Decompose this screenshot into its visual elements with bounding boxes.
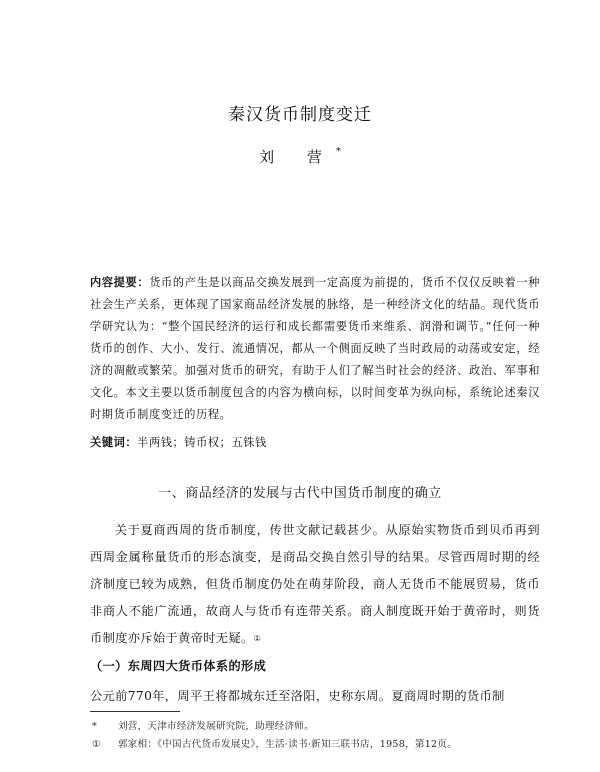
- author-name: [0, 146, 600, 167]
- section-heading: 一、商品经济的发展与古代中国货币制度的确立: [158, 486, 442, 501]
- author-footnote-mark: *: [335, 146, 341, 157]
- footnote-mark: *: [92, 721, 98, 732]
- footnote-mark: ①: [92, 739, 101, 750]
- subsection-heading: （一）东周四大货币体系的形成: [90, 659, 267, 673]
- page-title: 秦汉货币制度变迁: [228, 105, 372, 125]
- keywords-text: 半两钱；铸币权；五铢钱: [137, 436, 267, 449]
- footnote: [92, 736, 542, 750]
- footnote: [92, 718, 542, 732]
- abstract: [90, 272, 540, 426]
- body-paragraph: [90, 517, 540, 652]
- footnote-divider: [90, 711, 180, 712]
- body-paragraph-2: 公元前770年，周平王将都城东迁至洛阳，史称东周。夏商周时期的货币制: [90, 689, 505, 703]
- body-paragraph-text: 关于夏商西周的货币制度，传世文献记载甚少。从原始实物货币到贝币再到西周金属称量货币的形态演变，是商品交换自然引导的结果。尽管西周时期的经济制度已较为成熟，但货币制度仍处在萌芽阶段，商人无货币不能展贸易，货币非商人不能广流通，故商人与货币有连带关系。商人制度既开始于黄帝时，则货币制度亦斥始于黄帝时无疑。: [90, 523, 540, 645]
- footnote-text: 郭家相：《中国古代货币发展史》，生活·读书·新知三联书店，1958，第12页。: [118, 739, 458, 750]
- footnote-text: 刘营，天津市经济发展研究院，助理经济师。: [118, 721, 315, 732]
- abstract-text: 货币的产生是以商品交换发展到一定高度为前提的，货币不仅仅反映着一种社会生产关系，更体现了国家商品经济发展的脉络，是一种经济文化的结晶。现代货币学研究认为：“整个国民经济的运行和成长都需要货币来维系、润滑和调节。”任何一种货币的创作、大小、发行、流通情况，都从一个侧面反映了当时政局的动荡或安定，经济的凋敝或繁荣。加强对货币的研究，有助于人们了解当时社会的经济、政治、军事和文化。本文主要以货币制度包含的内容为横向标，以时间变革为纵向标，系统论述秦汉时期货币制度变迁的历程。: [90, 276, 540, 421]
- keywords-label: 关键词：: [90, 436, 138, 449]
- footnote-reference: ①: [253, 634, 262, 643]
- keywords: [90, 432, 540, 454]
- abstract-label: 内容提要：: [90, 276, 150, 289]
- author-name-text: 刘 营: [259, 148, 336, 166]
